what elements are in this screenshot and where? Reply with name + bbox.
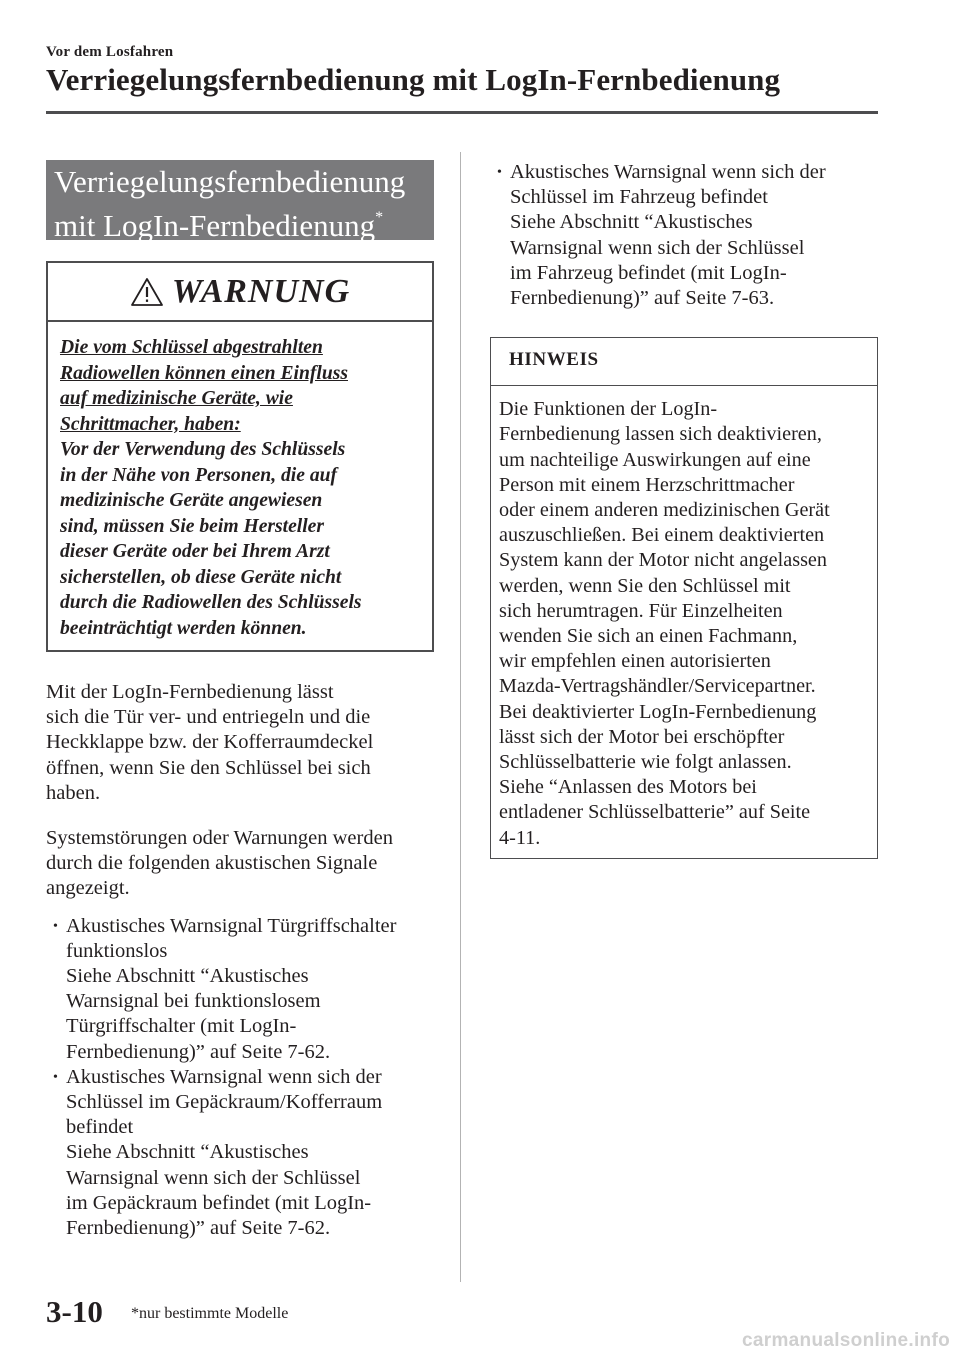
note-line: 4-11.	[499, 826, 541, 849]
heading-line-1: Verriegelungsfernbedienung	[54, 164, 406, 199]
warning-underlined-line: auf medizinische Geräte, wie	[60, 388, 293, 409]
warning-title: WARNUNG	[171, 272, 351, 310]
list-item	[46, 1065, 434, 1241]
warning-body-line: Vor der Verwendung des Schlüssels	[60, 439, 346, 460]
heading-line-2	[54, 200, 424, 244]
body-paragraph	[46, 826, 434, 902]
list-item-line: • Akustisches Warnsignal wenn sich der	[510, 161, 826, 183]
note-line: Schlüsselbatterie wie folgt anlassen.	[499, 751, 792, 774]
list-item-line: Schlüssel im Gepäckraum/Kofferraum	[66, 1091, 383, 1114]
list-item-line: Siehe Abschnitt “Akustisches	[66, 965, 309, 988]
warning-underlined-line: Die vom Schlüssel abgestrahlten	[60, 337, 323, 358]
list-item-line: Fernbedienung)” auf Seite 7-62.	[66, 1040, 331, 1063]
list-item-line: im Fahrzeug befindet (mit LogIn-	[510, 261, 787, 284]
note-line: Person mit einem Herzschrittmacher	[499, 473, 795, 496]
note-line: oder einem anderen medizinischen Gerät	[499, 499, 830, 522]
signal-list-continued	[490, 160, 878, 311]
warning-underlined-line: Radiowellen können einen Einfluss	[60, 362, 348, 384]
note-body	[491, 386, 877, 851]
section-heading-box	[46, 160, 434, 243]
column-divider	[460, 152, 461, 1282]
body-paragraph	[46, 680, 434, 806]
note-line: lässt sich der Motor bei erschöpfter	[499, 725, 785, 748]
signal-list	[46, 914, 434, 1242]
note-line: System kann der Motor nicht angelassen	[499, 549, 827, 572]
watermark: carmanualsonline.info	[742, 1330, 950, 1351]
note-line: Siehe “Anlassen des Motors bei	[499, 776, 757, 799]
warning-body-line: durch die Radiowellen des Schlüssels	[60, 592, 362, 613]
list-item-line: Warnsignal wenn sich der Schlüssel	[66, 1166, 361, 1189]
paragraph-line: haben.	[46, 781, 101, 804]
note-line: sich herumtragen. Für Einzelheiten	[499, 599, 783, 622]
paragraph-line: Systemstörungen oder Warnungen werden	[46, 827, 393, 850]
paragraph-line: sich die Tür ver- und entriegeln und die	[46, 706, 371, 729]
right-column	[490, 160, 878, 859]
note-line: auszuschließen. Bei einem deaktivierten	[499, 524, 825, 547]
header-rule	[46, 111, 878, 114]
warning-body-line: sicherstellen, ob diese Geräte nicht	[60, 566, 342, 588]
left-column	[46, 160, 434, 1241]
list-item-line: befindet	[66, 1116, 134, 1139]
warning-triangle-icon	[130, 277, 164, 307]
list-item-line: Türgriffschalter (mit LogIn-	[66, 1015, 297, 1038]
warning-body	[48, 322, 432, 641]
paragraph-line: Mit der LogIn-Fernbedienung lässt	[46, 681, 334, 703]
warning-underlined-line: Schrittmacher, haben:	[60, 413, 241, 435]
paragraph-line: angezeigt.	[46, 877, 130, 900]
note-line: werden, wenn Sie den Schlüssel mit	[499, 574, 791, 597]
page-number: 3-10	[46, 1294, 103, 1329]
list-item-line: Siehe Abschnitt “Akustisches	[510, 211, 753, 234]
note-line: wenden Sie sich an einen Fachmann,	[499, 625, 798, 648]
list-item-line: Schlüssel im Fahrzeug befindet	[510, 186, 768, 209]
note-box	[490, 337, 878, 859]
warning-body-line: beeinträchtigt werden können.	[60, 617, 307, 639]
note-line: Bei deaktivierter LogIn-Fernbedienung	[499, 700, 817, 723]
warning-box	[46, 261, 434, 652]
paragraph-line: öffnen, wenn Sie den Schlüssel bei sich	[46, 756, 371, 779]
intro-paragraphs	[46, 680, 434, 902]
list-item-line: Siehe Abschnitt “Akustisches	[66, 1141, 309, 1164]
note-line: Mazda-Vertragshändler/Servicepartner.	[499, 675, 816, 698]
section-label: Vor dem Losfahren	[46, 44, 174, 60]
paragraph-line: durch die folgenden akustischen Signale	[46, 852, 378, 875]
note-line: Fernbedienung lassen sich deaktivieren,	[499, 423, 822, 446]
heading-line-2-text: mit LogIn-Fernbedienung	[54, 208, 376, 243]
note-line: Die Funktionen der LogIn-	[499, 398, 718, 421]
note-line: um nachteilige Auswirkungen auf eine	[499, 448, 811, 471]
footnote: *nur bestimmte Modelle	[131, 1305, 289, 1322]
list-item-line: Warnsignal bei funktionslosem	[66, 990, 321, 1013]
optional-equipment-mark: *	[375, 209, 384, 226]
list-item-line: • Akustisches Warnsignal Türgriffschalter	[66, 914, 397, 937]
note-line: wir empfehlen einen autorisierten	[499, 650, 771, 673]
note-title: HINWEIS	[491, 338, 877, 386]
list-item-line: funktionslos	[66, 939, 168, 962]
paragraph-line: Heckklappe bzw. der Kofferraumdeckel	[46, 731, 374, 754]
warning-body-line: sind, müssen Sie beim Hersteller	[60, 515, 324, 537]
list-item	[490, 160, 878, 311]
warning-header	[48, 263, 432, 322]
warning-body-line: medizinische Geräte angewiesen	[60, 490, 323, 511]
note-line: entladener Schlüsselbatterie” auf Seite	[499, 801, 811, 824]
list-item-line: Warnsignal wenn sich der Schlüssel	[510, 236, 805, 259]
warning-body-line: dieser Geräte oder bei Ihrem Arzt	[60, 541, 330, 562]
list-item-line: • Akustisches Warnsignal wenn sich der	[66, 1065, 382, 1088]
list-item-line: im Gepäckraum befindet (mit LogIn-	[66, 1191, 372, 1214]
page-title: Verriegelungsfernbedienung mit LogIn-Fernbedienung	[46, 62, 781, 97]
list-item-line: Fernbedienung)” auf Seite 7-63.	[510, 287, 775, 310]
list-item	[46, 914, 434, 1065]
list-item-line: Fernbedienung)” auf Seite 7-62.	[66, 1217, 331, 1240]
warning-body-line: in der Nähe von Personen, die auf	[60, 464, 338, 486]
